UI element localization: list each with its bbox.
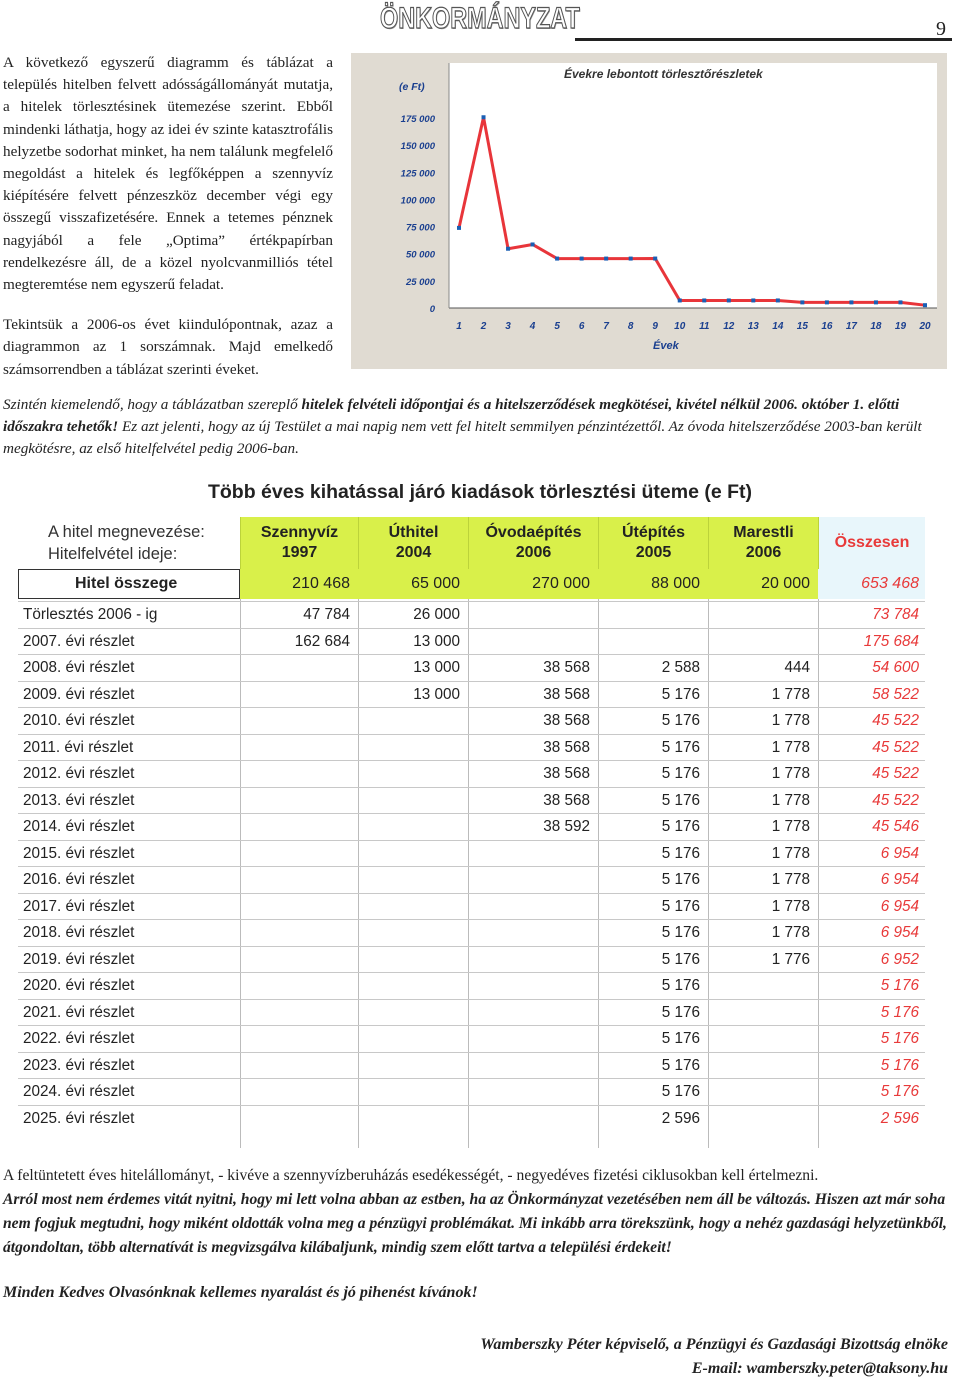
x-tick-label: 19 bbox=[894, 321, 907, 332]
table-cell: 5 176 bbox=[661, 791, 700, 809]
row-label: 2007. évi részlet bbox=[23, 632, 135, 650]
row-label: 2016. évi részlet bbox=[23, 871, 135, 888]
row-total-cell: 5 176 bbox=[880, 1003, 919, 1021]
x-tick-label: 10 bbox=[674, 321, 686, 332]
table-body bbox=[18, 599, 925, 1148]
table-cell: 38 568 bbox=[543, 791, 590, 809]
table-row bbox=[18, 1052, 925, 1079]
column-header-year: 2005 bbox=[635, 544, 672, 561]
table-row bbox=[18, 787, 925, 814]
row-total-cell: 45 546 bbox=[872, 818, 919, 835]
row-label: 2023. évi részlet bbox=[23, 1056, 135, 1074]
row-total-cell: 6 954 bbox=[880, 924, 919, 941]
table-row bbox=[18, 681, 925, 708]
data-point bbox=[702, 298, 706, 302]
x-tick-label: 20 bbox=[919, 321, 931, 332]
table-row bbox=[18, 946, 925, 973]
column-header-name: Marestli bbox=[733, 524, 794, 541]
table-cell: 5 176 bbox=[661, 1003, 700, 1021]
row-total-cell: 6 954 bbox=[880, 844, 919, 862]
data-point bbox=[629, 257, 633, 261]
row-label: 2009. évi részlet bbox=[23, 685, 135, 703]
column-header bbox=[708, 517, 818, 569]
table-cell: 1 778 bbox=[771, 738, 810, 756]
x-tick-label: 9 bbox=[652, 321, 658, 332]
table-cell: 5 176 bbox=[661, 818, 700, 835]
chart-title: Évekre lebontott törlesztőrészletek bbox=[564, 67, 763, 81]
row-total-cell: 58 522 bbox=[872, 685, 919, 703]
intro-paragraph-2: Tekintsük a 2006-os évet kiindulópontnak, azaz a diagrammon az 1 sorszámnak. Majd emelkedő számsorrendben a táblázat szerinti éveket. bbox=[3, 316, 333, 378]
row-label: 2021. évi részlet bbox=[23, 1003, 135, 1021]
table-row bbox=[18, 628, 925, 655]
table-cell: 38 568 bbox=[543, 765, 590, 782]
x-tick-label: 13 bbox=[747, 321, 759, 332]
table-row bbox=[18, 999, 925, 1026]
repayment-chart bbox=[351, 53, 947, 369]
row-label: 2011. évi részlet bbox=[23, 738, 134, 756]
table-cell: 5 176 bbox=[661, 924, 700, 941]
data-point bbox=[776, 298, 780, 302]
row-total-cell: 5 176 bbox=[880, 1056, 919, 1074]
table-cell: 13 000 bbox=[413, 632, 460, 650]
header-name-label: A hitel megnevezése: bbox=[48, 523, 205, 541]
notice-text-1: Szintén kiemelendő, hogy a táblázatban szereplő bbox=[3, 396, 302, 413]
row-total-cell: 45 522 bbox=[872, 712, 919, 729]
row-total-cell: 5 176 bbox=[880, 1083, 919, 1100]
data-point bbox=[457, 226, 461, 230]
total-amount: 653 468 bbox=[818, 569, 925, 599]
notice-text-2: Ez azt jelenti, hogy az új Testület a mai napig nem vett fel hitelt semmilyen pénzintézettől. Az óvoda hitelszerződése 2003-ban került megkötésre, az első hitelfelvétel pedig 2006-ban. bbox=[3, 418, 922, 457]
y-tick-label: 100 000 bbox=[400, 195, 435, 207]
table-row bbox=[18, 972, 925, 999]
data-point bbox=[482, 115, 486, 119]
table-cell: 1 778 bbox=[771, 844, 810, 862]
row-total-cell: 73 784 bbox=[872, 606, 919, 623]
row-label: 2008. évi részlet bbox=[23, 659, 135, 676]
table-row bbox=[18, 893, 925, 920]
row-label: 2024. évi részlet bbox=[23, 1083, 135, 1100]
data-point bbox=[874, 300, 878, 304]
repayment-chart-svg bbox=[351, 53, 947, 369]
data-point bbox=[849, 300, 853, 304]
y-tick-label: 175 000 bbox=[400, 114, 435, 125]
loan-amount: 270 000 bbox=[532, 575, 590, 592]
closing-paragraph-1: A feltüntetett éves hitelállományt, - kivéve a szennyvízberuházás esedékességét, - negyedéves fizetési ciklusokban kell értelmezni. bbox=[3, 1167, 819, 1184]
table-cell: 5 176 bbox=[661, 897, 700, 915]
table-row bbox=[18, 707, 925, 734]
column-header-total: Összesen bbox=[818, 517, 925, 569]
row-label: 2014. évi részlet bbox=[23, 818, 135, 835]
row-label: Törlesztés 2006 - ig bbox=[23, 606, 158, 623]
loan-amount: 20 000 bbox=[761, 575, 810, 592]
x-tick-label: 4 bbox=[529, 321, 536, 332]
table-cell: 1 778 bbox=[771, 712, 810, 729]
table-row bbox=[18, 1105, 925, 1132]
loan-amount-row bbox=[18, 569, 925, 599]
y-tick-label: 150 000 bbox=[400, 141, 435, 153]
y-tick-label: 50 000 bbox=[405, 249, 435, 261]
row-total-cell: 45 522 bbox=[872, 738, 919, 756]
x-axis-label: Évek bbox=[653, 340, 679, 352]
y-axis-label: (e Ft) bbox=[399, 81, 425, 93]
table-cell: 162 684 bbox=[294, 632, 350, 650]
table-row bbox=[18, 813, 925, 840]
loan-amount: 88 000 bbox=[651, 575, 700, 592]
data-point bbox=[653, 257, 657, 261]
notice-bold-text: hitelek felvételi időpontjai és a hitelszerződések megkötései, kivétel nélkül 2006. október 1. előtti időszakra tehetők! bbox=[3, 396, 900, 435]
data-point bbox=[825, 300, 829, 304]
table-cell: 1 776 bbox=[771, 950, 810, 968]
row-total-cell: 5 176 bbox=[880, 1030, 919, 1047]
row-total-cell: 5 176 bbox=[880, 977, 919, 994]
row-total-cell: 45 522 bbox=[872, 765, 919, 782]
table-cell: 1 778 bbox=[771, 765, 810, 782]
table-row bbox=[18, 919, 925, 946]
table-cell: 1 778 bbox=[771, 924, 810, 941]
x-tick-label: 6 bbox=[578, 321, 585, 332]
plot-area bbox=[449, 63, 937, 308]
table-row bbox=[18, 1078, 925, 1105]
table-cell: 13 000 bbox=[413, 659, 460, 676]
row-label: 2013. évi részlet bbox=[23, 791, 135, 809]
table-cell: 1 778 bbox=[771, 818, 810, 835]
table-cell: 1 778 bbox=[771, 871, 810, 888]
data-point bbox=[678, 298, 682, 302]
table-row bbox=[18, 840, 925, 867]
table-cell: 5 176 bbox=[661, 1030, 700, 1047]
data-point bbox=[800, 300, 804, 304]
table-cell: 38 568 bbox=[543, 659, 590, 676]
column-header-name: Óvodaépítés bbox=[485, 524, 582, 541]
table-cell: 26 000 bbox=[413, 606, 460, 623]
column-header-name: Úthitel bbox=[388, 524, 439, 541]
notice-paragraph bbox=[3, 394, 953, 460]
table-cell: 38 568 bbox=[543, 712, 590, 729]
data-point bbox=[506, 247, 510, 251]
table-row bbox=[18, 866, 925, 893]
data-point bbox=[580, 257, 584, 261]
row-total-cell: 6 954 bbox=[880, 897, 919, 915]
header-rule bbox=[575, 38, 952, 41]
table-cell: 5 176 bbox=[661, 950, 700, 968]
table-cell: 5 176 bbox=[661, 977, 700, 994]
y-tick-label: 25 000 bbox=[405, 276, 435, 288]
table-cell: 5 176 bbox=[661, 738, 700, 756]
intro-text bbox=[3, 52, 333, 399]
x-tick-label: 1 bbox=[456, 321, 462, 332]
table-cell: 13 000 bbox=[413, 685, 460, 703]
column-header bbox=[358, 517, 468, 569]
data-point bbox=[923, 303, 927, 307]
x-tick-label: 7 bbox=[603, 321, 609, 332]
signature-block bbox=[480, 1333, 948, 1381]
table-cell: 5 176 bbox=[661, 712, 700, 729]
column-header bbox=[598, 517, 708, 569]
table-row bbox=[18, 601, 925, 628]
table-cell: 2 588 bbox=[661, 659, 700, 676]
row-label: 2025. évi részlet bbox=[23, 1109, 135, 1127]
column-header-year: 2004 bbox=[395, 544, 432, 561]
row-label: 2022. évi részlet bbox=[23, 1030, 135, 1047]
row-total-cell: 6 952 bbox=[880, 950, 919, 968]
table-row bbox=[18, 760, 925, 787]
x-tick-label: 5 bbox=[554, 321, 560, 332]
table-row bbox=[18, 1025, 925, 1052]
column-header bbox=[240, 517, 358, 569]
row-label: 2017. évi részlet bbox=[23, 897, 135, 915]
x-tick-label: 14 bbox=[772, 321, 784, 332]
row-total-cell: 2 596 bbox=[880, 1109, 919, 1127]
x-tick-label: 12 bbox=[723, 321, 735, 332]
data-point bbox=[898, 300, 902, 304]
x-tick-label: 16 bbox=[821, 321, 833, 332]
intro-paragraph-1: A következő egyszerű diagramm és táblázat a település hitelben felvett adósságállományát mutatja, a hitelek törlesztésinek ütemezése szerint. Ebből mindenki láthatja, hogy az idei év szinte katasztrofális helyzetbe sodorhat minket, ha nem találunk megfelelő megoldást a hitelek és legfőképpen a szennyvíz kiépítésére felvett pénzeszköz december végi egy összegű visszafizetésére. Ennek a tetemes pénznek nagyjából a fele „Optima” értékpapírban rendelkezésre áll, de a közel nyolcvanmilliós tétel megteremtése nem egyszerű feladat. bbox=[3, 54, 333, 294]
y-tick-label: 0 bbox=[429, 304, 435, 315]
x-tick-label: 18 bbox=[870, 321, 882, 332]
column-header-year: 2006 bbox=[745, 544, 782, 561]
row-total-cell: 45 522 bbox=[872, 791, 919, 809]
row-total-cell: 175 684 bbox=[863, 632, 919, 650]
page-number: 9 bbox=[936, 18, 946, 40]
row-label: 2018. évi részlet bbox=[23, 924, 135, 941]
row-label: 2010. évi részlet bbox=[23, 712, 135, 729]
x-tick-label: 2 bbox=[480, 321, 487, 332]
table-cell: 1 778 bbox=[771, 897, 810, 915]
row-total-cell: 54 600 bbox=[872, 659, 919, 676]
loan-amount-label: Hitel összege bbox=[18, 569, 240, 599]
data-point bbox=[751, 298, 755, 302]
table-cell: 38 568 bbox=[543, 738, 590, 756]
column-header-name: Útépítés bbox=[621, 524, 686, 541]
closing-text bbox=[3, 1164, 953, 1260]
table-row bbox=[18, 734, 925, 761]
row-label: 2015. évi részlet bbox=[23, 844, 135, 862]
closing-paragraph-2: Arról most nem érdemes vitát nyitni, hogy mi lett volna abban az estben, ha az Önkormányzat vezetésében nem áll be változás. Hiszen azt már soha nem fogjuk megtudni, hogy miként oldották volna meg a pénzügyi problémákat. Mi inkább arra törekszünk, hogy a nehéz gazdasági helyzetünkből, átgondoltan, több alternatívát is megvizsgálva kilábaljunk, mindig szem előtt tartva a települési érdekeit! bbox=[3, 1191, 947, 1256]
column-header-name: Szennyvíz bbox=[260, 524, 339, 541]
column-header-year: 2006 bbox=[515, 544, 552, 561]
y-tick-label: 75 000 bbox=[405, 222, 435, 234]
table-cell: 444 bbox=[784, 659, 810, 676]
x-tick-label: 17 bbox=[845, 321, 857, 332]
table-cell: 47 784 bbox=[303, 606, 350, 623]
table-cell: 5 176 bbox=[661, 765, 700, 782]
table-title: Több éves kihatással járó kiadások törlesztési üteme (e Ft) bbox=[207, 481, 753, 503]
header-date-label: Hitelfelvétel ideje: bbox=[48, 545, 178, 563]
y-tick-label: 125 000 bbox=[400, 168, 435, 180]
data-point bbox=[604, 257, 608, 261]
row-label: 2019. évi részlet bbox=[23, 950, 135, 968]
column-header-year: 1997 bbox=[281, 544, 318, 561]
table-cell: 5 176 bbox=[661, 844, 700, 862]
table-cell: 38 568 bbox=[543, 685, 590, 703]
greeting: Minden Kedves Olvasónknak kellemes nyaralást és jó pihenést kívánok! bbox=[3, 1284, 478, 1301]
data-point bbox=[727, 298, 731, 302]
data-point bbox=[531, 242, 535, 246]
x-tick-label: 15 bbox=[796, 321, 808, 332]
x-tick-label: 11 bbox=[699, 321, 710, 332]
loan-amount: 65 000 bbox=[411, 575, 460, 592]
row-total-cell: 6 954 bbox=[880, 871, 919, 888]
table-cell: 5 176 bbox=[661, 685, 700, 703]
table-cell: 5 176 bbox=[661, 871, 700, 888]
x-tick-label: 3 bbox=[505, 321, 511, 332]
section-title: ÖNKORMÁNYZAT bbox=[380, 2, 580, 35]
signature-name: Wamberszky Péter képviselő, a Pénzügyi és Gazdasági Bizottság elnöke bbox=[480, 1336, 948, 1353]
column-header bbox=[468, 517, 598, 569]
table-cell: 5 176 bbox=[661, 1083, 700, 1100]
table-cell: 5 176 bbox=[661, 1056, 700, 1074]
table-header-labels bbox=[18, 517, 240, 569]
table-row bbox=[18, 654, 925, 681]
table-cell: 1 778 bbox=[771, 685, 810, 703]
table-cell: 38 592 bbox=[543, 818, 590, 835]
row-label: 2012. évi részlet bbox=[23, 765, 135, 782]
x-tick-label: 8 bbox=[627, 321, 634, 332]
table-cell: 1 778 bbox=[771, 791, 810, 809]
row-label: 2020. évi részlet bbox=[23, 977, 135, 994]
data-point bbox=[555, 257, 559, 261]
table-cell: 2 596 bbox=[661, 1109, 700, 1127]
signature-email: E-mail: wamberszky.peter@taksony.hu bbox=[691, 1360, 948, 1377]
loan-amount: 210 468 bbox=[292, 575, 350, 592]
